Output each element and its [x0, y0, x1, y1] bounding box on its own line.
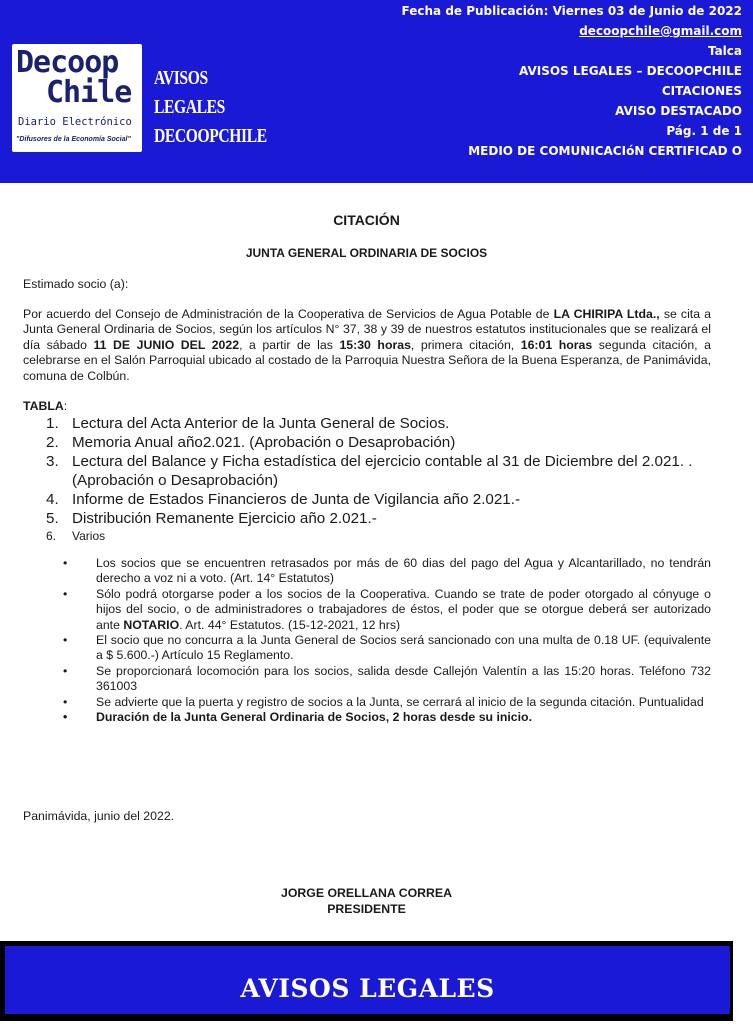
logo-chile-text: Chile — [46, 75, 132, 110]
page-indicator: Pág. 1 de 1 — [666, 124, 742, 138]
agenda-number: 4. — [46, 491, 59, 508]
notes-list — [63, 556, 711, 725]
footer-banner — [0, 941, 733, 1021]
signer-role: PRESIDENTE — [327, 902, 406, 916]
avisos-stack-line: LEGALES — [154, 96, 225, 118]
header-info — [402, 2, 742, 161]
document-subtitle: JUNTA GENERAL ORDINARIA DE SOCIOS — [245, 246, 488, 260]
agenda-text: Distribución Remanente Ejercicio año 2.021.- — [72, 510, 377, 527]
logo-decoop-text: Decoop — [16, 45, 119, 80]
agenda-item — [46, 414, 716, 433]
avisos-stack-line: AVISOS — [154, 67, 208, 89]
logo-diario-text: Diario Electrónico — [18, 116, 132, 128]
publication-date: Fecha de Publicación: Viernes 03 de Junio de 2022 — [401, 4, 742, 18]
agenda-number: 1. — [46, 415, 59, 432]
note-item — [63, 587, 711, 633]
bullet-icon: • — [63, 556, 68, 570]
agenda-text: Memoria Anual año2.021. (Aprobación o Desaprobación) — [72, 434, 456, 451]
footer-title: AVISOS LEGALES — [240, 974, 495, 1003]
note-text: . Art. 44° Estatutos. (15-12-2021, 12 hrs) — [179, 617, 401, 632]
avisos-legales-stack — [154, 64, 267, 151]
agenda-number: 3. — [46, 453, 59, 470]
agenda-item — [46, 433, 716, 452]
note-item — [63, 695, 711, 710]
tabla-colon: : — [63, 399, 68, 413]
tabla-label: TABLA — [23, 399, 64, 413]
greeting: Estimado socio (a): — [23, 277, 129, 291]
agenda-item — [46, 490, 716, 509]
tabla-heading — [23, 399, 711, 414]
note-item — [63, 710, 711, 725]
para-text: segunda citación, a celebrarse en el Salón Parroquial ubicado al costado de la Parroquia Nuestra Señora de la Buena Esperanza, de Panimávida, comuna de Colbún. — [23, 337, 711, 383]
agenda-list — [46, 414, 716, 544]
note-text: Duración de la Junta General Ordinaria de Socios, 2 horas desde su inicio. — [96, 710, 532, 725]
note-item — [63, 633, 711, 664]
avisos-stack-line: DECOOPCHILE — [154, 125, 267, 147]
second-call-time: 16:01 horas — [520, 337, 593, 352]
agenda-text: Informe de Estados Financieros de Junta de Vigilancia año 2.021.- — [72, 491, 521, 508]
city: Talca — [707, 44, 742, 58]
agenda-item — [46, 452, 716, 490]
footer-inner — [5, 946, 730, 1014]
agenda-item — [46, 528, 716, 544]
note-text: Los socios que se encuentren retrasados por más de 60 dias del pago del Agua y Alcantarillado, no tendrán derecho a voz ni a voto. (Art. 14° Estatutos) — [96, 556, 711, 586]
para-text: se cita a Junta General Ordinaria de Socios, según los artículos N° 37, 38 y 39 de nuestros estatutos institucionales que se realizará el día sábado — [23, 307, 712, 352]
agenda-item — [46, 509, 716, 528]
bullet-icon: • — [63, 633, 68, 648]
bullet-icon: • — [63, 586, 68, 601]
agenda-number: 6. — [46, 529, 57, 543]
agenda-text: Lectura del Balance y Ficha estadística del ejercicio contable al 31 de Diciembre del 2.021. .(Aprobación o Desaprobación) — [72, 453, 693, 489]
agenda-text: Varios — [72, 529, 106, 543]
para-text: , a partir de las — [239, 337, 340, 352]
citation-paragraph — [23, 307, 711, 384]
decoopchile-logo — [12, 44, 142, 152]
bullet-icon: • — [63, 694, 68, 709]
note-text: El socio que no concurra a la Junta General de Socios será sancionado con una multa de 0.18 UF. (equivalente a $ 5.600.-) Artículo 15 Reglamento. — [96, 633, 711, 663]
agenda-number: 2. — [46, 434, 59, 451]
note-text: Se proporcionará locomoción para los socios, salida desde Callejón Valentín a las 15:20 horas. Teléfono 732 361003 — [96, 663, 711, 694]
meeting-date: 11 DE JUNIO DEL 2022 — [93, 337, 240, 352]
notario-text: NOTARIO — [123, 617, 180, 632]
agenda-number: 5. — [46, 510, 59, 527]
cooperative-name: LA CHIRIPA Ltda., — [553, 307, 660, 321]
para-text: Por acuerdo del Consejo de Administración de la Cooperativa de Servicios de Agua Potable de — [23, 307, 554, 321]
logo-tagline: "Difusores de la Economía Social" — [16, 136, 131, 143]
header-banner — [0, 0, 753, 183]
note-item — [63, 556, 711, 587]
agenda-text: Lectura del Acta Anterior de la Junta General de Socios. — [72, 415, 450, 432]
document-title: CITACIÓN — [333, 212, 400, 228]
note-item — [63, 664, 711, 695]
email-link[interactable]: decoopchile@gmail.com — [579, 24, 742, 38]
place-date: Panimávida, junio del 2022. — [23, 809, 175, 823]
first-call-time: 15:30 horas — [339, 337, 411, 352]
bullet-icon: • — [63, 710, 68, 725]
section-label: AVISOS LEGALES – DECOOPCHILE — [518, 64, 742, 78]
para-text: , primera citación, — [410, 337, 521, 352]
category-label: CITACIONES — [661, 84, 742, 98]
bullet-icon: • — [63, 663, 68, 678]
highlight-label: AVISO DESTACADO — [615, 104, 742, 118]
signer-name: JORGE ORELLANA CORREA — [280, 886, 453, 900]
note-text: Se advierte que la puerta y registro de socios a la Junta, se cerrará al inicio de la segunda citación. Puntualidad — [96, 694, 704, 709]
certified-label: MEDIO DE COMUNICACIóN CERTIFICAD O — [468, 144, 742, 158]
note-text: Sólo podrá otorgarse poder a los socios de la Cooperativa. Cuando se trate de poder otorgado al cónyuge o hijos del socio, o de administradores o trabajadores de éstos, el poder que se otorgue deberá ser autorizado ante — [96, 586, 711, 632]
